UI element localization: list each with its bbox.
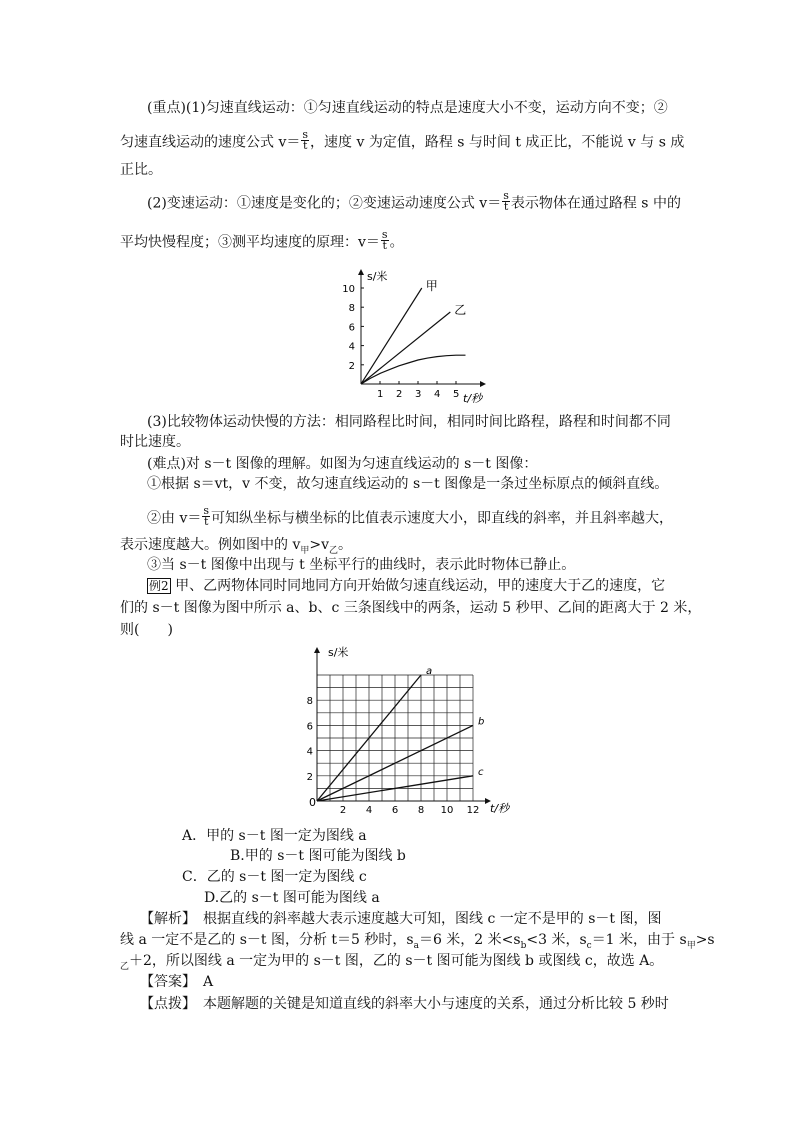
subscript-jia: 甲 xyxy=(686,940,696,951)
x-tick-label: 8 xyxy=(417,805,425,816)
fraction-numerator: s xyxy=(203,504,210,517)
hard-line5: ③当 s－t 图像中出现与 t 坐标平行的曲线时，表示此时物体已静止。 xyxy=(147,557,576,573)
para1-line2 xyxy=(120,128,685,153)
hard-line1: (难点)对 s－t 图像的理解。如图为匀速直线运动的 s－t 图像： xyxy=(147,456,538,472)
para3-line2: 时比速度。 xyxy=(120,434,190,450)
series-label: 甲 xyxy=(425,279,438,293)
fraction-numerator: s xyxy=(381,228,388,241)
slope-fraction xyxy=(202,506,210,527)
example-line1 xyxy=(147,576,665,596)
option-a: A．甲的 s－t 图一定为图线 a xyxy=(182,828,367,844)
para2-line2 xyxy=(120,228,404,253)
series-line-1 xyxy=(361,288,422,384)
y-tick-label: 8 xyxy=(348,303,355,315)
option-d: D.乙的 s－t 图可能为图线 a xyxy=(204,890,380,906)
analysis-line1 xyxy=(140,909,661,929)
tip-line xyxy=(140,994,669,1014)
analysis-tag: 【解析】 xyxy=(140,911,189,927)
answer-line xyxy=(140,972,213,992)
para2-line1-end: 表示物体在通过路程 s 中的 xyxy=(510,195,681,212)
y-tick-label: 8 xyxy=(306,696,313,708)
fraction-numerator: s xyxy=(503,189,509,202)
para2-line1-start: (2)变速运动：①速度是变化的；②变速运动速度公式 v＝ xyxy=(147,195,502,212)
x-tick-label: 4 xyxy=(434,389,441,400)
x-axis-label: t/秒 xyxy=(490,802,510,815)
analysis-line1-text: 根据直线的斜率越大表示速度越大可知，图线 c 一定不是甲的 s－t 图，图 xyxy=(189,911,662,927)
hard-line4-start: 表示速度越大。例如图中的 v xyxy=(120,537,301,553)
option-b: B.甲的 s－t 图可能为图线 b xyxy=(230,848,406,864)
x-tick-label: 4 xyxy=(365,805,373,816)
hard-line3 xyxy=(147,504,674,529)
hard-line3-start: ②由 v＝ xyxy=(147,510,202,527)
analysis-line2-a: 线 a 一定不是乙的 s－t 图，分析 t＝5 秒时，s xyxy=(120,932,414,948)
hard-line2: ①根据 s＝vt，v 不变，故匀速直线运动的 s－t 图像是一条过坐标原点的倾斜直线。 xyxy=(147,476,669,492)
subscript-a: a xyxy=(413,940,419,951)
para1-line2-start: 匀速直线运动的速度公式 v＝ xyxy=(120,134,301,151)
fraction-numerator: s xyxy=(302,128,309,141)
tip-line1-text: 本题解题的关键是知道直线的斜率大小与速度的关系，通过分析比较 5 秒时 xyxy=(189,996,669,1012)
subscript-c: c xyxy=(586,940,592,951)
subscript-b: b xyxy=(520,940,527,951)
para1-line3: 正比。 xyxy=(120,162,162,178)
fraction-denominator: t xyxy=(503,200,509,213)
example-line3: 则( ) xyxy=(120,622,173,638)
x-tick-label: 12 xyxy=(466,805,480,816)
example-line2: 们的 s－t 图像为图中所示 a、b、c 三条图线中的两条，运动 5 秒甲、乙间的距离大于 2 米， xyxy=(120,600,702,616)
series-label-c: c xyxy=(478,766,484,778)
x-tick-label: 1 xyxy=(377,389,384,400)
y-axis-label: s/米 xyxy=(328,646,349,659)
tip-tag: 【点拨】 xyxy=(140,996,189,1012)
x-tick-label: 3 xyxy=(415,389,422,400)
para1-line2-end: ，速度 v 为定值，路程 s 与时间 t 成正比，不能说 v 与 s 成 xyxy=(310,134,685,151)
principle-fraction xyxy=(381,230,389,251)
fraction-denominator: t xyxy=(203,515,209,528)
analysis-line2-e: >s xyxy=(695,932,715,948)
subscript-yi: 乙 xyxy=(120,961,130,972)
para1-line1: (重点)(1)匀速直线运动：①匀速直线运动的特点是速度大小不变，运动方向不变；② xyxy=(147,100,668,116)
y-tick-label: 4 xyxy=(348,341,355,353)
series-line-2 xyxy=(361,312,450,384)
x-tick-label: 10 xyxy=(440,805,454,816)
y-tick-label: 4 xyxy=(306,746,313,758)
y-tick-label: 6 xyxy=(306,721,313,733)
x-tick-label: 5 xyxy=(453,389,460,400)
series-label: 乙 xyxy=(454,303,467,317)
y-axis-label: s/米 xyxy=(367,270,388,283)
y-tick-label: 6 xyxy=(348,322,355,334)
option-c: C．乙的 s－t 图一定为图线 c xyxy=(182,869,367,885)
st-graph-1 xyxy=(335,262,495,407)
x-axis-label: t/秒 xyxy=(463,392,483,405)
example-line1-text: 甲、乙两物体同时同地同方向开始做匀速直线运动，甲的速度大于乙的速度，它 xyxy=(170,578,666,594)
st-graph-2 xyxy=(300,640,520,820)
y-tick-label: 10 xyxy=(342,284,355,295)
para2-line1 xyxy=(147,189,681,214)
answer-value: A xyxy=(189,974,214,990)
example-tag: 例2 xyxy=(149,579,169,593)
y-tick-label: 2 xyxy=(306,771,313,783)
answer-tag: 【答案】 xyxy=(140,974,189,990)
para3-line1: (3)比较物体运动快慢的方法：相同路程比时间，相同时间比路程，路程和时间都不同 xyxy=(147,414,671,430)
y-tick-label: 2 xyxy=(348,360,355,372)
series-label-a: a xyxy=(426,666,433,677)
x-tick-label: 2 xyxy=(396,389,403,400)
fraction-denominator: t xyxy=(302,139,308,152)
hard-line4-end: 。 xyxy=(338,537,353,553)
avg-speed-fraction xyxy=(502,191,510,212)
subscript-jia: 甲 xyxy=(300,545,310,556)
x-tick-label: 2 xyxy=(339,805,347,816)
analysis-line2-b: ＝6 米，2 米<s xyxy=(418,932,521,948)
hard-line4-mid: >v xyxy=(309,537,330,553)
x-tick-label: 6 xyxy=(391,805,399,816)
para2-line2-start: 平均快慢程度；③测平均速度的原理：v＝ xyxy=(120,234,380,251)
speed-fraction xyxy=(301,130,309,151)
analysis-line3-text: ＋2，所以图线 a 一定为甲的 s－t 图，乙的 s－t 图可能为图线 b 或图线 c，故选 A。 xyxy=(129,953,664,969)
para2-line2-end: 。 xyxy=(389,234,404,251)
origin-label: 0 xyxy=(309,796,316,809)
fraction-denominator: t xyxy=(382,239,387,252)
analysis-line2-c: <3 米，s xyxy=(526,932,587,948)
hard-line3-end: 可知纵坐标与横坐标的比值表示速度大小，即直线的斜率，并且斜率越大， xyxy=(211,510,674,527)
analysis-line2-d: ＝1 米，由于 s xyxy=(591,932,687,948)
series-label-b: b xyxy=(478,716,485,728)
subscript-yi: 乙 xyxy=(329,545,339,556)
